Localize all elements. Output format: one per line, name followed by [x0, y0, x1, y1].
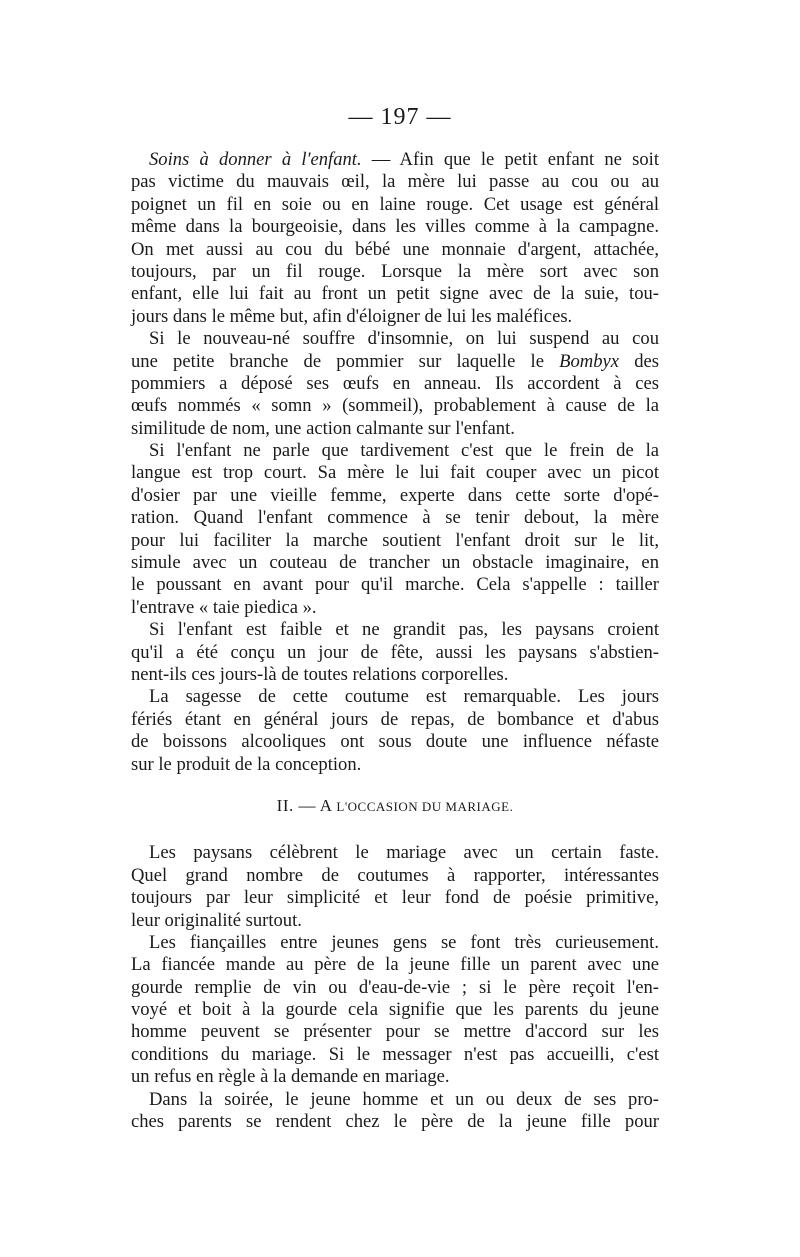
text-line: La fiancée mande au père de la jeune fille un parent avec une	[131, 954, 659, 976]
paragraph	[131, 440, 659, 619]
text-line: Les paysans célèbrent le mariage avec un certain faste.	[149, 842, 659, 864]
text-line: pour lui faciliter la marche soutient l'enfant droit sur le lit,	[131, 529, 659, 551]
body-text	[131, 149, 659, 1133]
text-line: ches parents se rendent chez le père de la jeune fille pour	[131, 1111, 659, 1133]
paragraph	[131, 932, 659, 1089]
text-line: pommiers a déposé ses œufs en anneau. Ils accordent à ces	[131, 372, 659, 394]
section-heading: II. — A L'OCCASION DU MARIAGE.	[276, 795, 514, 815]
paragraph	[131, 842, 659, 932]
text-line: Dans la soirée, le jeune homme et un ou deux de ses pro-	[149, 1088, 659, 1110]
text-line: de boissons alcooliques ont sous doute une influence néfaste	[131, 731, 659, 753]
text-line: La sagesse de cette coutume est remarquable. Les jours	[149, 686, 659, 708]
paragraph	[131, 328, 659, 440]
text-line: sur le produit de la conception.	[131, 753, 362, 775]
text-line: toujours par leur simplicité et leur fond de poésie primitive,	[131, 887, 659, 909]
text-line: Les fiançailles entre jeunes gens se font très curieusement.	[149, 931, 659, 953]
text-line: enfant, elle lui fait au front un petit signe avec de la suie, tou-	[131, 283, 659, 305]
text-line: gourde remplie de vin ou d'eau-de-vie ; si le père reçoit l'en-	[131, 976, 659, 998]
text-line: Si l'enfant ne parle que tardivement c'est que le frein de la	[149, 440, 659, 462]
text-line: pas victime du mauvais œil, la mère lui passe au cou ou au	[131, 171, 659, 193]
text-line: voyé et boit à la gourde cela signifie que les parents du jeune	[131, 999, 659, 1021]
text-line: On met aussi au cou du bébé une monnaie d'argent, attachée,	[131, 238, 659, 260]
paragraph	[131, 149, 659, 328]
text-line: langue est trop court. Sa mère le lui fait couper avec un picot	[131, 462, 659, 484]
italic-term: Bombyx	[559, 350, 620, 372]
text-line: un refus en règle à la demande en mariage.	[131, 1066, 450, 1088]
text-line: similitude de nom, une action calmante sur l'enfant.	[131, 417, 515, 439]
text-line: qu'il a été conçu un jour de fête, aussi les paysans s'abstien-	[131, 641, 659, 663]
section-lead: Soins à donner à l'enfant.	[149, 149, 362, 170]
text-line: le poussant en avant pour qu'il marche. Cela s'appelle : tailler	[131, 574, 659, 596]
text-line: œufs nommés « somn » (sommeil), probablement à cause de la	[131, 395, 659, 417]
text-line: simule avec un couteau de trancher un obstacle imaginaire, en	[131, 552, 659, 574]
paragraph	[131, 686, 659, 776]
text-line: poignet un fil en soie ou en laine rouge. Cet usage est général	[131, 193, 659, 215]
text-line: Si l'enfant est faible et ne grandit pas, les paysans croient	[149, 619, 659, 641]
text-line: conditions du mariage. Si le messager n'est pas accueilli, c'est	[131, 1043, 659, 1065]
text-line: même dans la bourgeoisie, dans les villes comme à la campagne.	[131, 216, 659, 238]
text-line: d'osier par une vieille femme, experte dans cette sorte d'opé-	[131, 484, 659, 506]
page-number: — 197 —	[348, 104, 452, 130]
text-line: nent-ils ces jours-là de toutes relations corporelles.	[131, 663, 509, 685]
text-line: Quel grand nombre de coutumes à rapporter, intéressantes	[131, 864, 659, 886]
text-line: Soins à donner à l'enfant. — Afin que le petit enfant ne soit	[149, 149, 659, 170]
text-line: jours dans le même but, afin d'éloigner de lui les maléfices.	[131, 305, 573, 327]
text-line: une petite branche de pommier sur laquelle le Bombyx des	[131, 350, 660, 372]
text-line: l'entrave « taie piedica ».	[131, 596, 317, 618]
paragraph	[131, 1089, 659, 1134]
text-line: leur originalité surtout.	[131, 909, 302, 931]
text-line: fériés étant en général jours de repas, de bombance et d'abus	[131, 708, 659, 730]
paragraph	[131, 619, 659, 686]
text-line: ration. Quand l'enfant commence à se tenir debout, la mère	[131, 507, 659, 529]
text-line: homme peuvent se présenter pour se mettre d'accord sur les	[131, 1021, 659, 1043]
text-line: toujours, par un fil rouge. Lorsque la mère sort avec son	[131, 260, 659, 282]
text-line: Si le nouveau-né souffre d'insomnie, on lui suspend au cou	[149, 328, 659, 350]
